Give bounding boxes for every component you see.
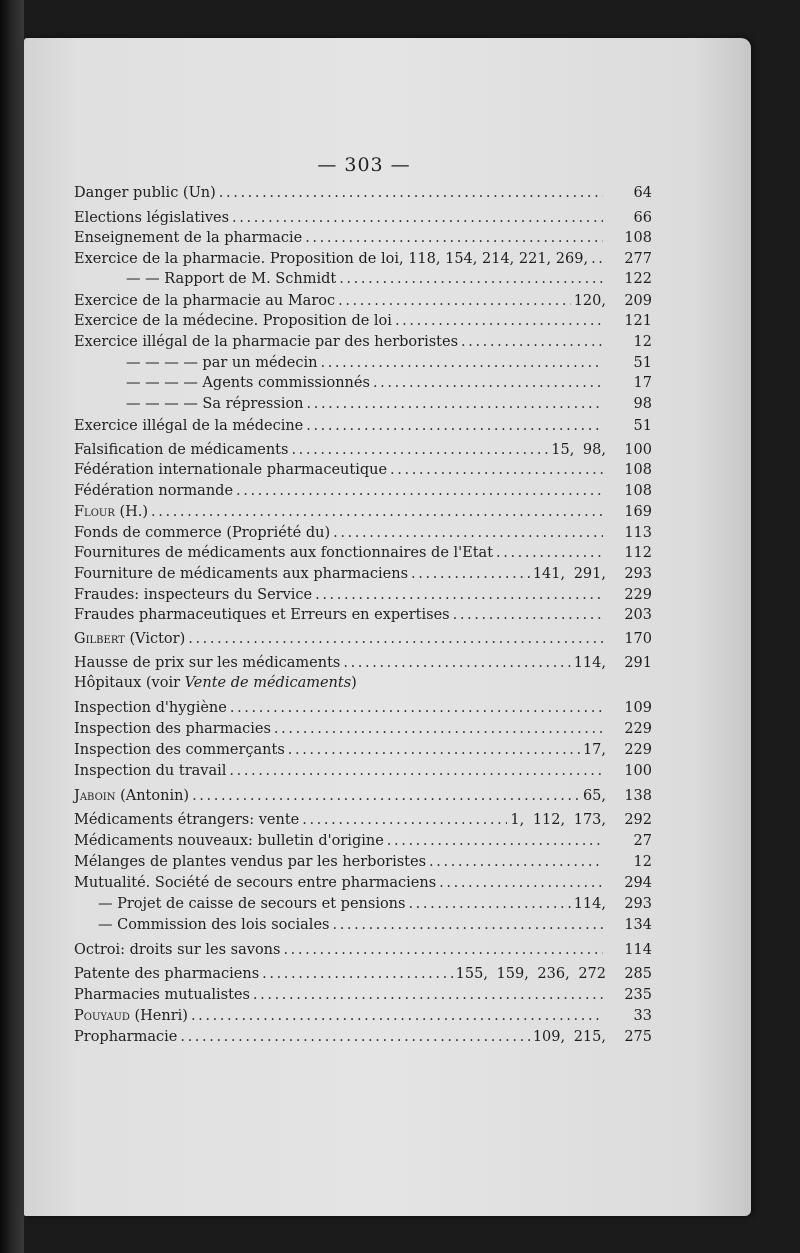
index-entry bbox=[74, 394, 652, 414]
entry-page-number: 229 bbox=[624, 587, 652, 603]
entry-pages: 141, 291, bbox=[532, 566, 606, 582]
dot-leader bbox=[461, 332, 603, 352]
dot-leader bbox=[306, 416, 603, 436]
dot-leader bbox=[411, 564, 530, 584]
entry-page-number: 291 bbox=[624, 655, 652, 671]
index-entry bbox=[74, 460, 652, 480]
dot-leader bbox=[373, 373, 603, 393]
index-entry bbox=[74, 894, 652, 914]
entry-page-number: 203 bbox=[624, 607, 652, 623]
dot-leader bbox=[229, 761, 603, 781]
entry-page-number: 27 bbox=[633, 833, 652, 849]
entry-label: — Projet de caisse de secours et pensions bbox=[98, 896, 406, 912]
entry-page-number: 66 bbox=[633, 210, 652, 226]
dot-leader bbox=[496, 543, 603, 563]
entry-page-number: 12 bbox=[633, 334, 652, 350]
entry-label: — Commission des lois sociales bbox=[98, 917, 330, 933]
dot-leader bbox=[429, 852, 603, 872]
index-entry bbox=[74, 605, 652, 625]
entry-label: Pouyaud (Henri) bbox=[74, 1008, 188, 1024]
entry-label: Inspection du travail bbox=[74, 763, 227, 779]
entry-page-number: 229 bbox=[624, 721, 652, 737]
dot-leader bbox=[408, 894, 570, 914]
dot-leader bbox=[230, 698, 603, 718]
entry-page-number: 170 bbox=[624, 631, 652, 647]
entry-pages: 1, 112, 173, bbox=[510, 812, 606, 828]
index-entry bbox=[74, 629, 652, 649]
entry-label: Mélanges de plantes vendus par les herboristes bbox=[74, 854, 427, 870]
index-entry bbox=[74, 673, 652, 693]
entry-page-number: 12 bbox=[633, 854, 652, 870]
entry-label: Patente des pharmaciens bbox=[74, 966, 260, 982]
entry-page-number: 109 bbox=[624, 700, 652, 716]
entry-label: Médicaments nouveaux: bulletin d'origine bbox=[74, 833, 384, 849]
dot-leader bbox=[343, 653, 570, 673]
entry-page-number: 138 bbox=[624, 788, 652, 804]
entry-label: Danger public (Un) bbox=[74, 185, 216, 201]
index-entry bbox=[74, 740, 652, 760]
index-entry bbox=[74, 440, 652, 460]
dot-leader bbox=[288, 740, 580, 760]
entry-label: Pharmacies mutualistes bbox=[74, 987, 250, 1003]
index-entry bbox=[74, 786, 652, 806]
entry-label: Exercice de la pharmacie au Maroc bbox=[74, 293, 336, 309]
entry-label: Inspection des commerçants bbox=[74, 742, 285, 758]
index-entry bbox=[74, 228, 652, 248]
index-entry bbox=[74, 653, 652, 673]
index-entry bbox=[74, 985, 652, 1005]
entry-label: Exercice de la médecine. Proposition de loi bbox=[74, 313, 392, 329]
entry-page-number: 235 bbox=[624, 987, 652, 1003]
index-entry bbox=[74, 831, 652, 851]
index-entry bbox=[74, 502, 652, 522]
entry-label: Propharmacie bbox=[74, 1029, 178, 1045]
entry-label: Mutualité. Société de secours entre pharmaciens bbox=[74, 875, 437, 891]
index-entry bbox=[74, 373, 652, 393]
index-entry bbox=[74, 1006, 652, 1026]
entry-page-number: 121 bbox=[624, 313, 652, 329]
entry-pages: 114, bbox=[573, 896, 606, 912]
index-entry bbox=[74, 523, 652, 543]
dot-leader bbox=[219, 183, 603, 203]
entry-page-number: 17 bbox=[633, 375, 652, 391]
entry-page-number: 51 bbox=[633, 418, 652, 434]
dot-leader bbox=[291, 440, 548, 460]
entry-pages: 109, 215, bbox=[532, 1029, 606, 1045]
entry-page-number: 285 bbox=[624, 966, 652, 982]
dot-leader bbox=[192, 786, 580, 806]
dot-leader bbox=[453, 605, 603, 625]
entry-label: — — — — Sa répression bbox=[126, 396, 304, 412]
entry-label: Fournitures de médicaments aux fonctionnaires de l'Etat bbox=[74, 545, 494, 561]
entry-pages: 17, bbox=[582, 742, 606, 758]
entry-page-number: 294 bbox=[624, 875, 652, 891]
index-entry bbox=[74, 698, 652, 718]
index-entry bbox=[74, 332, 652, 352]
index-entry bbox=[74, 810, 652, 830]
book-binding bbox=[0, 0, 24, 1253]
entry-pages: 155, 159, 236, 272 bbox=[455, 966, 606, 982]
index-entry bbox=[74, 208, 652, 228]
entry-page-number: 293 bbox=[624, 896, 652, 912]
entry-page-number: 108 bbox=[624, 462, 652, 478]
entry-label: Elections législatives bbox=[74, 210, 230, 226]
dot-leader bbox=[236, 481, 603, 501]
entry-page-number: 113 bbox=[624, 525, 652, 541]
entry-page-number: 112 bbox=[624, 545, 652, 561]
dot-leader bbox=[305, 228, 603, 248]
index-entry bbox=[74, 719, 652, 739]
entry-page-number: 114 bbox=[624, 942, 652, 958]
index-entry bbox=[74, 269, 652, 289]
dot-leader bbox=[332, 915, 603, 935]
entry-label: Fédération internationale pharmaceutique bbox=[74, 462, 388, 478]
dot-leader bbox=[232, 208, 603, 228]
entry-label: Fonds de commerce (Propriété du) bbox=[74, 525, 331, 541]
index-entry bbox=[74, 416, 652, 436]
dot-leader bbox=[262, 964, 453, 984]
dot-leader bbox=[188, 629, 603, 649]
entry-page-number: 64 bbox=[633, 185, 652, 201]
entry-page-number: 122 bbox=[624, 271, 652, 287]
index-entry bbox=[74, 543, 652, 563]
entry-label: Fraudes: inspecteurs du Service bbox=[74, 587, 313, 603]
entry-label: Hôpitaux (voir Vente de médicaments) bbox=[74, 675, 357, 691]
dot-leader bbox=[180, 1027, 529, 1047]
dot-leader bbox=[302, 810, 507, 830]
entry-label: Gilbert (Victor) bbox=[74, 631, 186, 647]
entry-label: Médicaments étrangers: vente bbox=[74, 812, 300, 828]
entry-label: — — Rapport de M. Schmidt bbox=[126, 271, 337, 287]
dot-leader bbox=[395, 311, 603, 331]
dot-leader bbox=[591, 249, 603, 269]
entry-label: Fédération normande bbox=[74, 483, 234, 499]
dot-leader bbox=[338, 291, 571, 311]
entry-label: Hausse de prix sur les médicaments bbox=[74, 655, 341, 671]
entry-pages: 114, bbox=[573, 655, 606, 671]
entry-page-number: 169 bbox=[624, 504, 652, 520]
entry-label: Enseignement de la pharmacie bbox=[74, 230, 303, 246]
entry-label: Inspection d'hygiène bbox=[74, 700, 227, 716]
index-entry bbox=[74, 249, 652, 269]
index-entry bbox=[74, 940, 652, 960]
entry-page-number: 100 bbox=[624, 442, 652, 458]
index-entry bbox=[74, 564, 652, 584]
entry-page-number: 98 bbox=[633, 396, 652, 412]
entry-page-number: 292 bbox=[624, 812, 652, 828]
entry-pages: 15, 98, bbox=[551, 442, 606, 458]
entry-label: Inspection des pharmacies bbox=[74, 721, 271, 737]
entry-page-number: 275 bbox=[624, 1029, 652, 1045]
entry-label: Exercice de la pharmacie. Proposition de loi, 118, 154, 214, 221, 269, bbox=[74, 251, 589, 267]
index-entry bbox=[74, 481, 652, 501]
book-page bbox=[24, 38, 751, 1216]
entry-label: Exercice illégal de la médecine bbox=[74, 418, 304, 434]
dot-leader bbox=[315, 585, 603, 605]
entry-label: — — — — Agents commissionnés bbox=[126, 375, 370, 391]
index-entry bbox=[74, 353, 652, 373]
index-entry bbox=[74, 311, 652, 331]
entry-page-number: 277 bbox=[624, 251, 652, 267]
index-entry bbox=[74, 915, 652, 935]
entry-page-number: 51 bbox=[633, 355, 652, 371]
entry-label: Fourniture de médicaments aux pharmaciens bbox=[74, 566, 409, 582]
dot-leader bbox=[333, 523, 603, 543]
entry-label: Jaboin (Antonin) bbox=[74, 788, 190, 804]
entry-label: Octroi: droits sur les savons bbox=[74, 942, 281, 958]
entry-page-number: 134 bbox=[624, 917, 652, 933]
index-entry bbox=[74, 964, 652, 984]
entry-label: Exercice illégal de la pharmacie par des herboristes bbox=[74, 334, 459, 350]
entry-pages: 65, bbox=[582, 788, 606, 804]
entry-page-number: 229 bbox=[624, 742, 652, 758]
entry-page-number: 108 bbox=[624, 483, 652, 499]
entry-page-number: 209 bbox=[624, 293, 652, 309]
index-entry bbox=[74, 1027, 652, 1047]
index-entry bbox=[74, 585, 652, 605]
page-number: — 303 — bbox=[317, 154, 411, 176]
entry-label: — — — — par un médecin bbox=[126, 355, 318, 371]
dot-leader bbox=[283, 940, 603, 960]
entry-label: Fraudes pharmaceutiques et Erreurs en expertises bbox=[74, 607, 450, 623]
index-entry bbox=[74, 291, 652, 311]
dot-leader bbox=[151, 502, 603, 522]
dot-leader bbox=[191, 1006, 603, 1026]
dot-leader bbox=[390, 460, 603, 480]
dot-leader bbox=[320, 353, 603, 373]
entry-page-number: 293 bbox=[624, 566, 652, 582]
dot-leader bbox=[307, 394, 603, 414]
dot-leader bbox=[253, 985, 603, 1005]
index-entry bbox=[74, 873, 652, 893]
entry-label: Flour (H.) bbox=[74, 504, 149, 520]
entry-page-number: 100 bbox=[624, 763, 652, 779]
dot-leader bbox=[339, 269, 603, 289]
dot-leader bbox=[387, 831, 603, 851]
index-entry bbox=[74, 852, 652, 872]
index-entry bbox=[74, 183, 652, 203]
entry-label: Falsification de médicaments bbox=[74, 442, 289, 458]
entry-page-number: 33 bbox=[633, 1008, 652, 1024]
entry-page-number: 108 bbox=[624, 230, 652, 246]
dot-leader bbox=[439, 873, 603, 893]
dot-leader bbox=[274, 719, 603, 739]
entry-pages: 120, bbox=[573, 293, 606, 309]
index-entry bbox=[74, 761, 652, 781]
